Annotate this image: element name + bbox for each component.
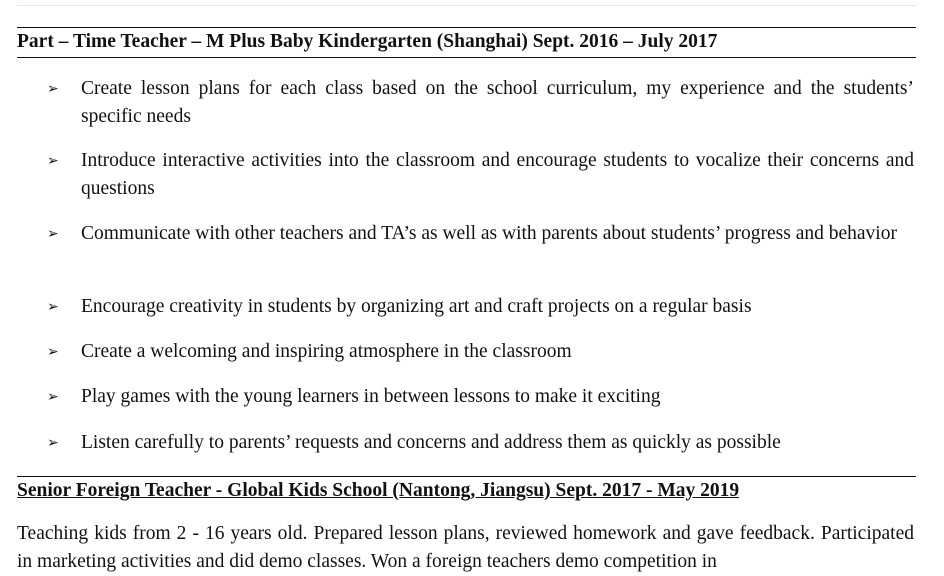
list-item-text: Create lesson plans for each class based on the school curriculum, my experience and the students’ specific needs	[81, 78, 914, 127]
list-item	[47, 383, 914, 411]
arrowhead-bullet-icon: ➢	[47, 435, 59, 451]
job-title-part-time-teacher: Part – Time Teacher – M Plus Baby Kindergarten (Shanghai) Sept. 2016 – July 2017	[17, 31, 718, 52]
list-item-text: Create a welcoming and inspiring atmosphere in the classroom	[81, 341, 572, 362]
list-item	[47, 75, 914, 131]
list-item	[47, 338, 914, 366]
arrowhead-bullet-icon: ➢	[47, 81, 59, 97]
section-divider	[17, 57, 916, 58]
arrowhead-bullet-icon: ➢	[47, 344, 59, 360]
arrowhead-bullet-icon: ➢	[47, 299, 59, 315]
list-item-text: Encourage creativity in students by organizing art and craft projects on a regular basis	[81, 296, 752, 317]
job-description: Teaching kids from 2 - 16 years old. Prepared lesson plans, reviewed homework and gave feedback. Participated in marketing activities and did demo classes. Won a foreign teachers demo competition in	[17, 523, 914, 572]
arrowhead-bullet-icon: ➢	[47, 153, 59, 169]
top-divider	[17, 5, 916, 6]
arrowhead-bullet-icon: ➢	[47, 389, 59, 405]
list-item	[47, 147, 914, 203]
list-item-text: Introduce interactive activities into the classroom and encourage students to vocalize their concerns and questions	[81, 150, 914, 199]
section-divider-top	[17, 27, 916, 28]
section-divider	[17, 476, 916, 477]
list-item-text: Listen carefully to parents’ requests and concerns and address them as quickly as possible	[81, 432, 781, 453]
list-item	[47, 220, 914, 248]
list-item-text: Play games with the young learners in between lessons to make it exciting	[81, 386, 661, 407]
list-item	[47, 293, 914, 321]
list-item	[47, 429, 914, 457]
job-title-senior-foreign-teacher: Senior Foreign Teacher - Global Kids School (Nantong, Jiangsu) Sept. 2017 - May 2019	[17, 480, 740, 501]
list-item-text: Communicate with other teachers and TA’s as well as with parents about students’ progress and behavior	[81, 223, 897, 244]
arrowhead-bullet-icon: ➢	[47, 226, 59, 242]
